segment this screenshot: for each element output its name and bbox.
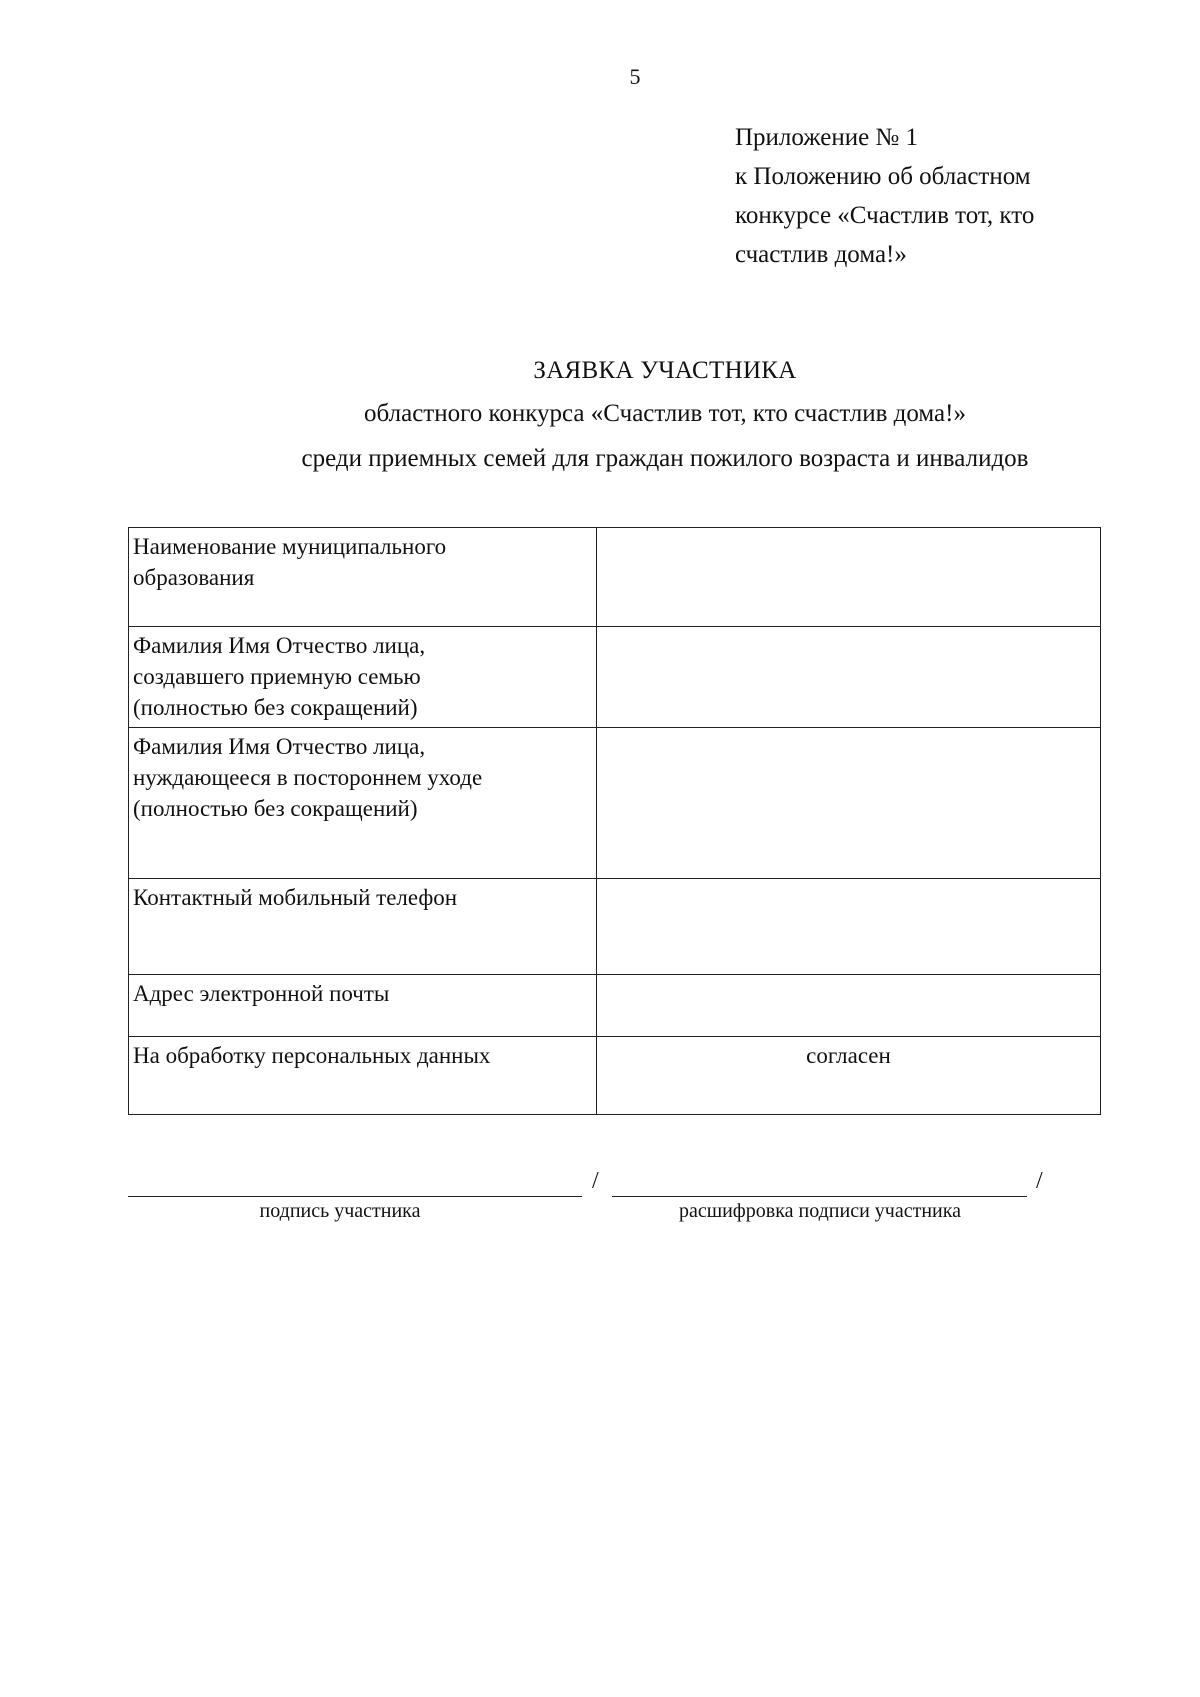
appendix-line: Приложение № 1 <box>735 124 919 151</box>
document-subtitle: областного конкурса «Счастлив тот, кто счастлив дома!» <box>364 400 966 427</box>
label-line: создавшего приемную семью <box>133 664 421 689</box>
label-line: нуждающееся в постороннем уходе <box>133 765 483 790</box>
field-value-municipality[interactable] <box>597 528 1101 627</box>
signature-decryption-line[interactable] <box>612 1196 1027 1197</box>
table-row <box>129 627 1101 728</box>
signature-line[interactable] <box>128 1196 582 1197</box>
label-line: На обработку персональных данных <box>133 1043 491 1068</box>
signature-separator: / <box>1036 1168 1043 1194</box>
table-row <box>129 528 1101 627</box>
field-value-phone[interactable] <box>597 879 1101 975</box>
field-value-care-recipient[interactable] <box>597 728 1101 879</box>
label-line: Адрес электронной почты <box>133 981 390 1006</box>
label-line: Контактный мобильный телефон <box>133 885 458 910</box>
field-value-consent[interactable]: согласен <box>597 1037 1101 1115</box>
signature-separator: / <box>592 1168 599 1194</box>
table-row <box>129 1037 1101 1115</box>
field-label <box>129 728 597 879</box>
table-row <box>129 879 1101 975</box>
signature-caption: подпись участника <box>259 1200 421 1222</box>
appendix-line: к Положению об областном <box>735 163 1031 190</box>
document-subtitle: среди приемных семей для граждан пожилого возраста и инвалидов <box>301 445 1029 472</box>
page-number: 5 <box>629 64 641 89</box>
appendix-reference <box>735 118 1135 274</box>
field-value-family-creator[interactable] <box>597 627 1101 728</box>
appendix-line: конкурсе «Счастлив тот, кто <box>735 202 1035 229</box>
appendix-line: счастлив дома!» <box>735 241 907 268</box>
label-line: Наименование муниципального <box>133 534 447 559</box>
field-label <box>129 975 597 1037</box>
document-title: ЗАЯВКА УЧАСТНИКА <box>533 357 797 384</box>
application-form-table <box>128 527 1101 1115</box>
field-label <box>129 627 597 728</box>
label-line: (полностью без сокращений) <box>133 796 418 821</box>
field-label <box>129 879 597 975</box>
field-label <box>129 528 597 627</box>
signature-decryption-caption: расшифровка подписи участника <box>678 1200 962 1222</box>
label-line: (полностью без сокращений) <box>133 695 418 720</box>
table-row <box>129 728 1101 879</box>
table-row <box>129 975 1101 1037</box>
label-line: Фамилия Имя Отчество лица, <box>133 633 426 658</box>
label-line: образования <box>133 565 255 590</box>
field-value-email[interactable] <box>597 975 1101 1037</box>
field-label <box>129 1037 597 1115</box>
label-line: Фамилия Имя Отчество лица, <box>133 734 426 759</box>
